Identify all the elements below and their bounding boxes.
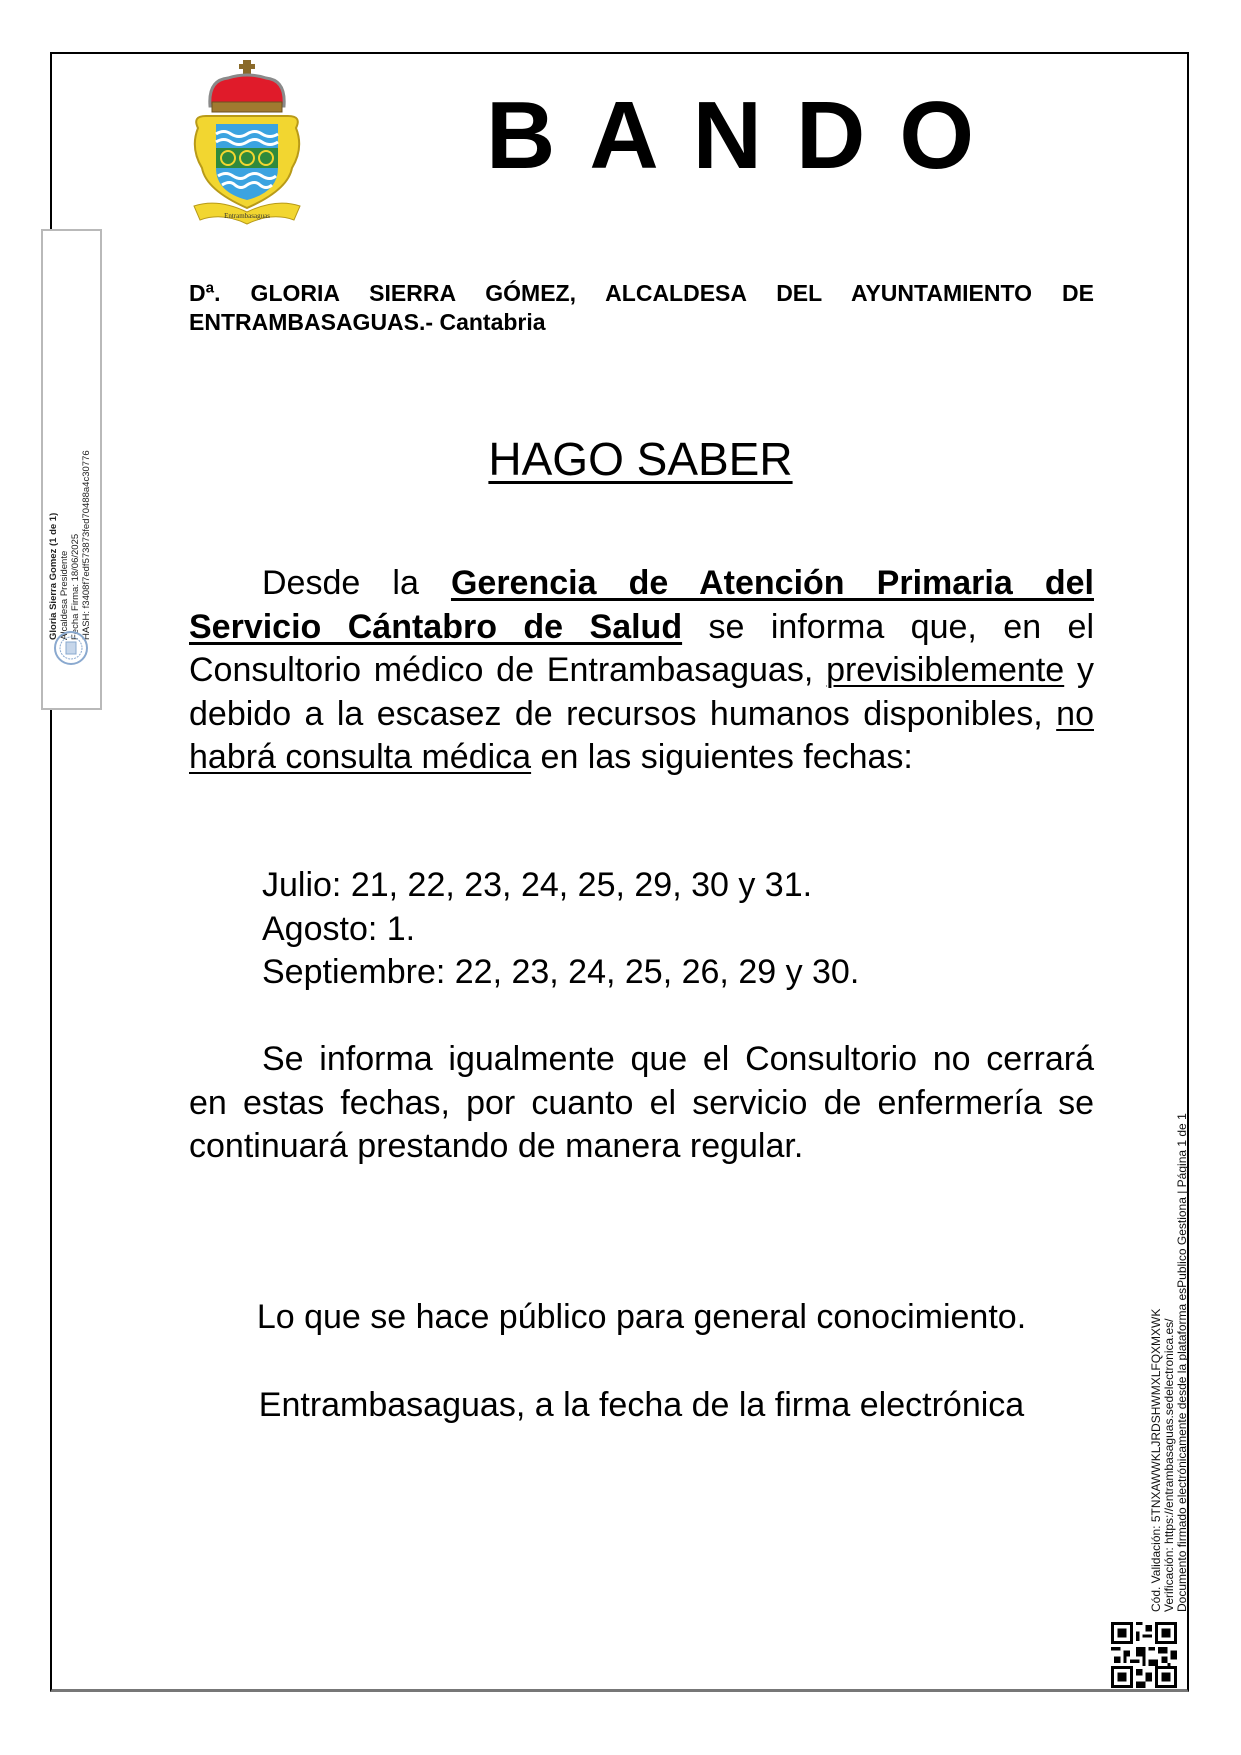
signature-hash: HASH: f3408f7edf573873fed70488a4c30776 — [81, 450, 92, 640]
p2-text: Se informa igualmente que el Consultorio no cerrará en estas fechas, por cuanto el servicio de enfermería se continuará prestando de manera regular. — [189, 1040, 1094, 1165]
p1-text-7: en las siguientes fechas: — [531, 738, 913, 776]
authority-line — [189, 279, 1094, 337]
heading-wrapper — [0, 432, 1241, 486]
dates-july: Julio: 21, 22, 23, 24, 25, 29, 30 y 31. — [262, 866, 813, 904]
p1-previsiblemente: previsiblemente — [826, 651, 1065, 689]
p1-text-3: se informa que, en el Consultorio médico de Entrambasaguas, — [189, 607, 1095, 689]
dates-august: Agosto: 1. — [262, 909, 416, 948]
p1-text-5: y debido a la escasez de recursos humanos disponibles, — [189, 651, 1094, 733]
dates-list — [262, 864, 859, 995]
dates-september: Septiembre: 22, 23, 24, 25, 26, 29 y 30. — [262, 953, 860, 991]
heading-hago-saber: HAGO SABER — [488, 433, 793, 485]
closing-place-date: Entrambasaguas, a la fecha de la firma electrónica — [258, 1386, 1025, 1424]
signature-date: Fecha Firma: 18/06/2025 — [70, 533, 81, 640]
signature-platform-note: Documento firmado electrónicamente desde la plataforma esPublico Gestiona | Página 1 de 1 — [1175, 1113, 1189, 1612]
qr-code-icon — [1111, 1622, 1177, 1688]
validation-code: Cód. Validación: 5TNXAWWKLJRDSHWMXLFQXMXWK — [1149, 1308, 1163, 1612]
signer-role: Alcaldesa Presidente — [59, 550, 70, 640]
p1-health-authority: Gerencia de Atención Primaria del Servicio Cántabro de Salud — [189, 564, 1094, 646]
verification-url[interactable]: Verificación: https://entrambasaguas.sedelectronica.es/ — [1162, 1318, 1176, 1612]
municipal-crest-icon — [188, 58, 306, 226]
signer-name: Gloria Sierra Gomez (1 de 1) — [48, 512, 59, 640]
verification-info — [1150, 1113, 1189, 1612]
document-title: BANDO — [486, 82, 1008, 189]
crest-label: Entrambasaguas — [224, 212, 270, 220]
paragraph-announcement — [189, 562, 1094, 780]
official-seal-icon — [53, 630, 89, 666]
authority-name: Dª. GLORIA SIERRA GÓMEZ, ALCALDESA DEL AYUNTAMIENTO DE ENTRAMBASAGUAS.- — [189, 280, 1094, 335]
p1-text-1: Desde la — [262, 564, 451, 602]
closing-public-notice: Lo que se hace público para general conocimiento. — [256, 1298, 1027, 1336]
authority-region: Cantabria — [433, 309, 546, 335]
p1-no-consulta: no habrá consulta médica — [189, 694, 1094, 776]
signature-details — [48, 450, 92, 640]
paragraph-nursing — [189, 1038, 1094, 1169]
